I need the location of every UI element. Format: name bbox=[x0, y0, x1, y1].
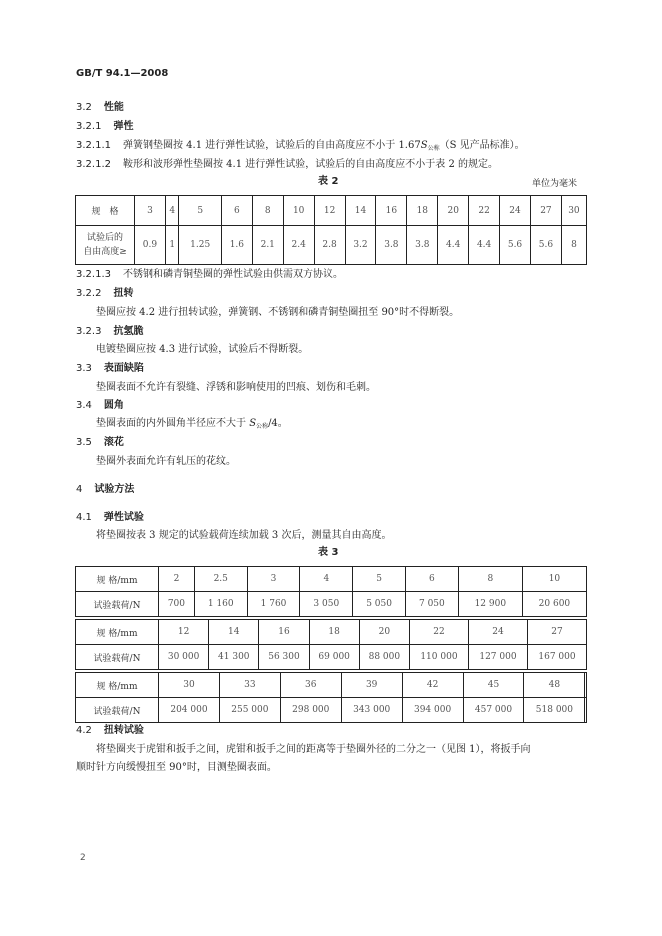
subscript: 公称 bbox=[256, 423, 269, 430]
section-3-2-3 bbox=[76, 326, 143, 338]
load-cell: 7 050 bbox=[405, 592, 458, 617]
section-text: （S 见产品标准）。 bbox=[439, 140, 525, 151]
size-cell: 12 bbox=[159, 620, 209, 645]
size-cell: 4 bbox=[165, 196, 179, 226]
row-label: 规 格/mm bbox=[76, 567, 159, 592]
row-label: 规 格/mm bbox=[76, 620, 159, 645]
section-text: 垫圈外表面允许有轧压的花纹。 bbox=[96, 456, 236, 467]
table-row bbox=[76, 620, 587, 645]
size-cell: 2.5 bbox=[194, 567, 247, 592]
section-4 bbox=[76, 484, 134, 496]
section-number: 3.2.1.1 bbox=[76, 140, 111, 151]
load-cell: 255 000 bbox=[219, 698, 280, 723]
section-text: 电镀垫圈应按 4.3 进行试验，试验后不得断裂。 bbox=[96, 344, 309, 355]
size-cell: 8 bbox=[252, 196, 283, 226]
table-3-block bbox=[75, 619, 587, 670]
row-label: 试验载荷/N bbox=[76, 698, 159, 723]
section-title: 圆角 bbox=[103, 400, 124, 411]
height-cell: 3.8 bbox=[376, 226, 407, 265]
load-cell: 298 000 bbox=[280, 698, 341, 723]
section-3-2-1-2 bbox=[76, 159, 498, 171]
load-cell: 1 160 bbox=[194, 592, 247, 617]
size-cell: 3 bbox=[247, 567, 300, 592]
row-label: 规 格 bbox=[76, 196, 135, 226]
section-text-a: 垫圈表面的内外圆角半径应不大于 bbox=[96, 418, 250, 429]
section-number: 3.4 bbox=[76, 400, 92, 411]
section-number: 3.2.1 bbox=[76, 121, 102, 132]
section-title: 扭转 bbox=[113, 288, 134, 299]
height-cell: 1.25 bbox=[179, 226, 221, 265]
load-cell: 394 000 bbox=[402, 698, 463, 723]
row-label: 试验载荷/N bbox=[76, 592, 159, 617]
section-text: 顺时针方向缓慢扭至 90°时，目测垫圈表面。 bbox=[76, 762, 277, 773]
load-cell: 41 300 bbox=[209, 645, 259, 670]
table-3-block bbox=[75, 566, 587, 617]
section-text: 不锈钢和磷青铜垫圈的弹性试验由供需双方协议。 bbox=[123, 269, 343, 280]
section-3-2-1-3 bbox=[76, 269, 343, 281]
size-cell: 27 bbox=[527, 620, 586, 645]
row-label: 规 格/mm bbox=[76, 673, 159, 698]
row-label-line: 试验后的 bbox=[86, 233, 123, 243]
size-cell bbox=[585, 673, 587, 698]
symbol: S bbox=[249, 418, 257, 429]
height-cell: 3.2 bbox=[345, 226, 376, 265]
table-2-unit: 单位为毫米 bbox=[532, 179, 578, 189]
size-cell: 14 bbox=[345, 196, 376, 226]
table-row bbox=[76, 645, 587, 670]
section-3-2-1 bbox=[76, 121, 133, 133]
height-cell: 1 bbox=[165, 226, 179, 265]
height-cell: 2.4 bbox=[283, 226, 314, 265]
size-cell: 48 bbox=[524, 673, 585, 698]
size-cell: 18 bbox=[407, 196, 438, 226]
size-cell: 12 bbox=[314, 196, 345, 226]
height-cell: 3.8 bbox=[407, 226, 438, 265]
load-cell: 20 600 bbox=[522, 592, 586, 617]
table-3-caption: 表 3 bbox=[318, 547, 339, 558]
section-title: 扭转试验 bbox=[103, 725, 144, 736]
table-row bbox=[76, 226, 587, 265]
height-cell: 5.6 bbox=[530, 226, 561, 265]
load-cell: 1 760 bbox=[247, 592, 300, 617]
size-cell: 39 bbox=[341, 673, 402, 698]
load-cell: 69 000 bbox=[309, 645, 359, 670]
load-cell bbox=[585, 698, 587, 723]
size-cell: 4 bbox=[300, 567, 353, 592]
load-cell: 110 000 bbox=[409, 645, 468, 670]
section-number: 3.2.3 bbox=[76, 326, 102, 337]
size-cell: 24 bbox=[500, 196, 531, 226]
size-cell: 30 bbox=[159, 673, 220, 698]
page-number: 2 bbox=[80, 853, 86, 863]
load-cell: 343 000 bbox=[341, 698, 402, 723]
section-text: 鞍形和波形弹性垫圈按 4.1 进行弹性试验，试验后的自由高度应不小于表 2 的规定。 bbox=[123, 159, 498, 170]
section-3-2-1-1 bbox=[76, 140, 525, 155]
size-cell: 20 bbox=[359, 620, 409, 645]
size-cell: 45 bbox=[463, 673, 524, 698]
section-number: 4.2 bbox=[76, 725, 92, 736]
section-title: 性能 bbox=[103, 102, 124, 113]
section-text: 垫圈表面不允许有裂缝、浮锈和影响使用的凹痕、划伤和毛刺。 bbox=[96, 382, 376, 393]
size-cell: 8 bbox=[458, 567, 522, 592]
table-2 bbox=[75, 195, 587, 265]
size-cell: 42 bbox=[402, 673, 463, 698]
section-title: 试验方法 bbox=[94, 484, 135, 495]
load-cell: 167 000 bbox=[527, 645, 586, 670]
size-cell: 20 bbox=[438, 196, 469, 226]
size-cell: 18 bbox=[309, 620, 359, 645]
row-label: 试验载荷/N bbox=[76, 645, 159, 670]
table-row bbox=[76, 592, 587, 617]
height-cell: 8 bbox=[561, 226, 586, 265]
section-3-2 bbox=[76, 102, 124, 114]
section-number: 3.5 bbox=[76, 437, 92, 448]
size-cell: 6 bbox=[405, 567, 458, 592]
size-cell: 2 bbox=[159, 567, 195, 592]
size-cell: 36 bbox=[280, 673, 341, 698]
load-cell: 700 bbox=[159, 592, 195, 617]
table-3 bbox=[75, 566, 587, 723]
section-text-b: /4。 bbox=[268, 418, 288, 429]
table-row bbox=[76, 673, 587, 698]
size-cell: 22 bbox=[469, 196, 500, 226]
section-number: 3.2.1.2 bbox=[76, 159, 111, 170]
section-4-1 bbox=[76, 512, 144, 524]
size-cell: 16 bbox=[259, 620, 309, 645]
section-text bbox=[96, 418, 288, 433]
section-number: 4.1 bbox=[76, 512, 92, 523]
size-cell: 30 bbox=[561, 196, 586, 226]
row-label bbox=[76, 226, 135, 265]
height-cell: 4.4 bbox=[469, 226, 500, 265]
section-text: 将垫圈夹于虎钳和扳手之间，虎钳和扳手之间的距离等于垫圈外径的二分之一（见图 1），将扳手向 bbox=[96, 744, 531, 755]
section-title: 滚花 bbox=[103, 437, 124, 448]
load-cell: 3 050 bbox=[300, 592, 353, 617]
table-3-block bbox=[75, 672, 587, 723]
section-4-2 bbox=[76, 725, 144, 737]
size-cell: 5 bbox=[353, 567, 406, 592]
section-title: 抗氢脆 bbox=[113, 326, 144, 337]
subscript: 公称 bbox=[427, 145, 440, 152]
section-title: 表面缺陷 bbox=[103, 363, 144, 374]
section-text: 垫圈应按 4.2 进行扭转试验，弹簧钢、不锈钢和磷青铜垫圈扭至 90°时不得断裂。 bbox=[96, 307, 460, 318]
section-title: 弹性 bbox=[113, 121, 134, 132]
load-cell: 127 000 bbox=[468, 645, 527, 670]
height-cell: 2.8 bbox=[314, 226, 345, 265]
section-3-4 bbox=[76, 400, 124, 412]
size-cell: 3 bbox=[135, 196, 166, 226]
size-cell: 33 bbox=[219, 673, 280, 698]
table-row bbox=[76, 196, 587, 226]
table-row bbox=[76, 567, 587, 592]
size-cell: 24 bbox=[468, 620, 527, 645]
section-text: 弹簧钢垫圈按 4.1 进行弹性试验，试验后的自由高度应不小于 1.67 bbox=[123, 140, 421, 151]
height-cell: 2.1 bbox=[252, 226, 283, 265]
size-cell: 16 bbox=[376, 196, 407, 226]
load-cell: 30 000 bbox=[159, 645, 209, 670]
section-title: 弹性试验 bbox=[103, 512, 144, 523]
size-cell: 6 bbox=[221, 196, 252, 226]
section-number: 3.2.1.3 bbox=[76, 269, 111, 280]
section-number: 3.2 bbox=[76, 102, 92, 113]
document-header: GB/T 94.1—2008 bbox=[76, 68, 169, 79]
section-number: 3.2.2 bbox=[76, 288, 102, 299]
section-text: 将垫圈按表 3 规定的试验载荷连续加载 3 次后，测量其自由高度。 bbox=[96, 530, 392, 541]
section-3-2-2 bbox=[76, 288, 133, 300]
height-cell: 4.4 bbox=[438, 226, 469, 265]
height-cell: 5.6 bbox=[500, 226, 531, 265]
load-cell: 88 000 bbox=[359, 645, 409, 670]
section-number: 4 bbox=[76, 484, 83, 495]
size-cell: 10 bbox=[522, 567, 586, 592]
size-cell: 14 bbox=[209, 620, 259, 645]
section-3-5 bbox=[76, 437, 124, 449]
size-cell: 27 bbox=[530, 196, 561, 226]
load-cell: 12 900 bbox=[458, 592, 522, 617]
load-cell: 518 000 bbox=[524, 698, 585, 723]
symbol: S bbox=[420, 140, 428, 151]
height-cell: 1.6 bbox=[221, 226, 252, 265]
load-cell: 457 000 bbox=[463, 698, 524, 723]
table-row bbox=[76, 698, 587, 723]
size-cell: 22 bbox=[409, 620, 468, 645]
load-cell: 56 300 bbox=[259, 645, 309, 670]
size-cell: 5 bbox=[179, 196, 221, 226]
table-2-caption: 表 2 bbox=[318, 176, 339, 187]
section-number: 3.3 bbox=[76, 363, 92, 374]
load-cell: 204 000 bbox=[159, 698, 220, 723]
load-cell: 5 050 bbox=[353, 592, 406, 617]
size-cell: 10 bbox=[283, 196, 314, 226]
height-cell: 0.9 bbox=[135, 226, 166, 265]
section-3-3 bbox=[76, 363, 144, 375]
row-label-line: 自由高度≥ bbox=[83, 247, 127, 257]
